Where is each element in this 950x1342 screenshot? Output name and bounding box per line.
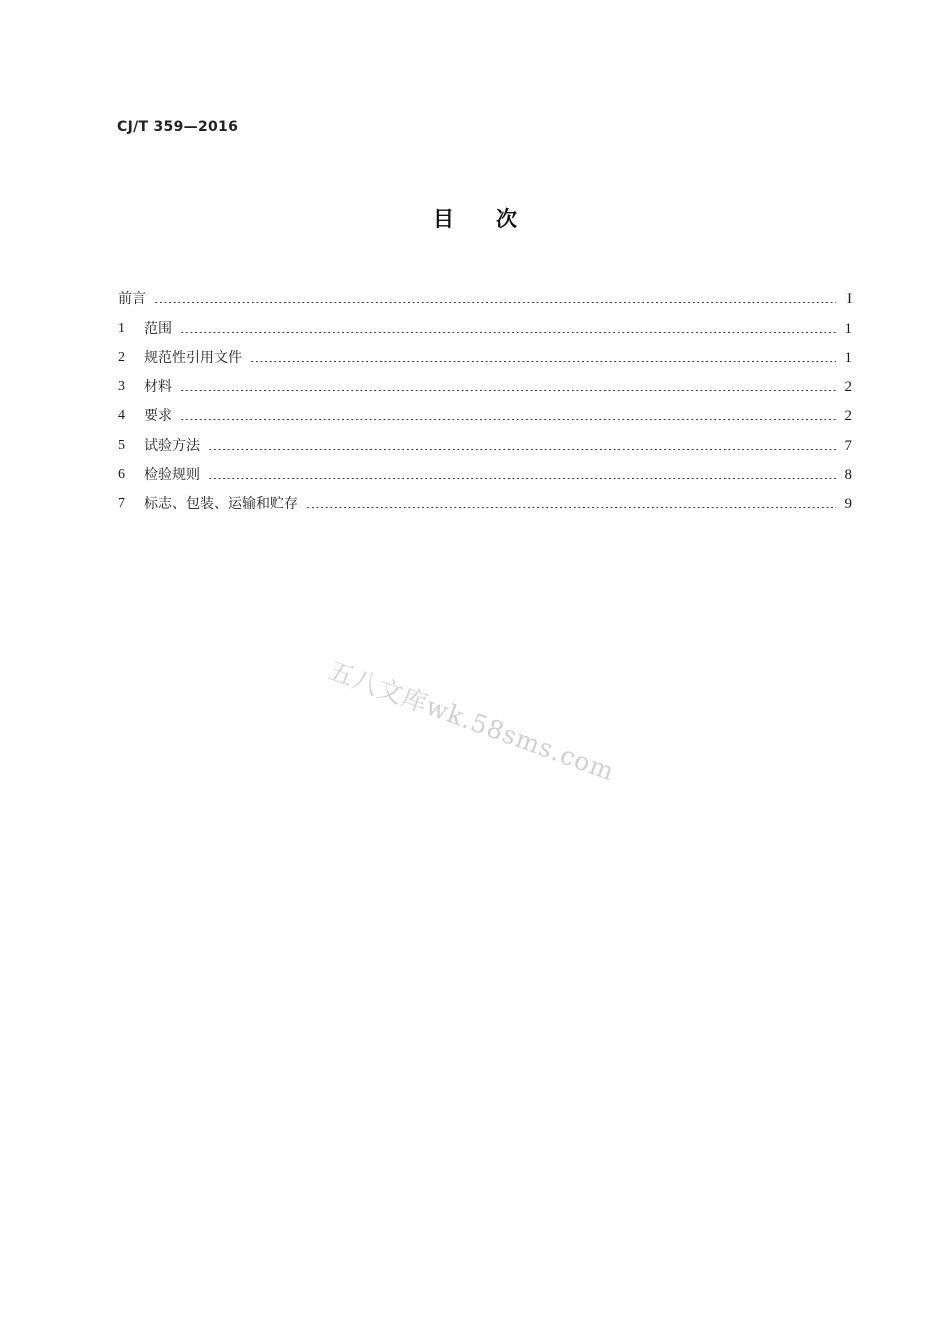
toc-entry-materials[interactable] — [118, 368, 852, 397]
toc-entry-requirements[interactable] — [118, 397, 852, 426]
page-title-char: 次 — [496, 207, 517, 231]
toc-entry-label: 规范性引用文件 — [144, 349, 242, 366]
toc-entry-number: 3 — [118, 379, 125, 395]
toc-entry-number: 7 — [118, 496, 125, 512]
toc-entry-page: 2 — [844, 408, 852, 425]
toc-leader-dots — [180, 390, 836, 391]
toc-entry-number: 2 — [118, 349, 125, 365]
toc-entry-page: 2 — [844, 379, 852, 396]
toc-entry-normative-references[interactable] — [118, 339, 852, 368]
toc-entry-label: 要求 — [144, 408, 172, 425]
toc-entry-page: 8 — [844, 467, 852, 484]
toc-entry-label: 标志、包装、运输和贮存 — [144, 496, 298, 513]
watermark-text: 五八文库wk.58sms.com — [324, 655, 619, 787]
toc-entry-page: 1 — [844, 349, 852, 366]
toc-entry-page: 9 — [844, 496, 852, 513]
toc-entry-scope[interactable] — [118, 309, 852, 338]
toc-leader-dots — [208, 449, 836, 450]
toc-leader-dots — [250, 361, 836, 362]
toc-entry-number: 1 — [118, 320, 125, 336]
toc-entry-foreword[interactable] — [118, 280, 852, 309]
toc-leader-dots — [208, 478, 836, 479]
page-title-char: 目 — [433, 207, 454, 231]
toc-entry-inspection-rules[interactable] — [118, 456, 852, 485]
toc-leader-dots — [306, 507, 836, 508]
toc-entry-label: 试验方法 — [144, 437, 200, 454]
toc-entry-test-methods[interactable] — [118, 426, 852, 455]
toc-entry-marking-packaging[interactable] — [118, 485, 852, 514]
toc-entry-label: 前言 — [118, 291, 146, 308]
toc-entry-label: 检验规则 — [144, 467, 200, 484]
toc-leader-dots — [180, 419, 836, 420]
toc-leader-dots — [180, 332, 836, 333]
toc-entry-label: 材料 — [144, 379, 172, 396]
toc-entry-number: 4 — [118, 408, 125, 424]
document-code: CJ/T 359—2016 — [117, 119, 239, 135]
toc-entry-label: 范围 — [144, 320, 172, 337]
page-title — [0, 203, 950, 233]
toc-entry-number: 6 — [118, 467, 125, 483]
toc-entry-page: 7 — [844, 437, 852, 454]
table-of-contents — [118, 280, 852, 514]
toc-entry-number: 5 — [118, 437, 125, 453]
toc-entry-page: 1 — [844, 320, 852, 337]
toc-entry-page: I — [847, 291, 852, 308]
toc-leader-dots — [154, 302, 836, 303]
